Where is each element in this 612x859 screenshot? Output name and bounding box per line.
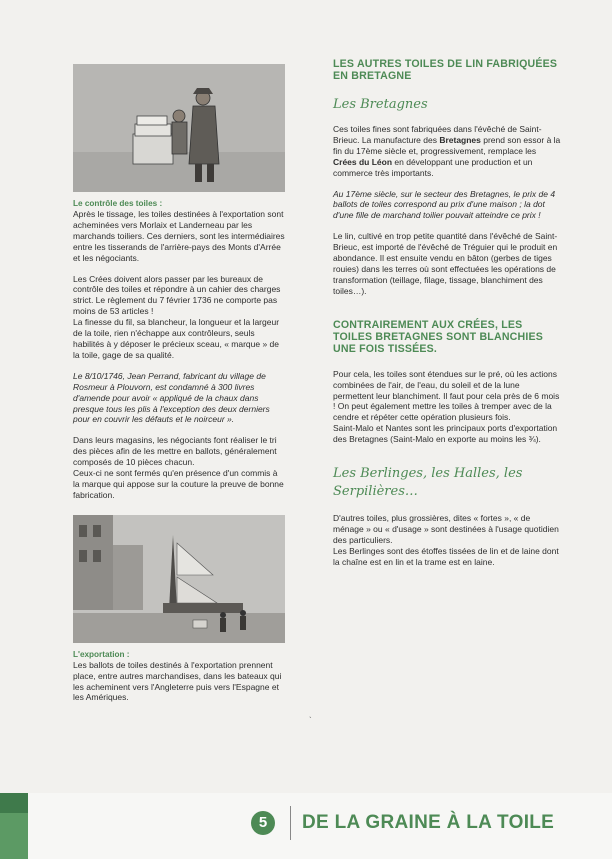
text-span: en développant une production et un commerce très importants.: [333, 156, 533, 178]
heading-other-linens: LES AUTRES TOILES DE LIN FABRIQUÉES EN BRETAGNE: [333, 58, 558, 82]
caption-text-control: Après le tissage, les toiles destinées à l'exportation sont acheminées vers Morlaix et Landerneau par les marchands toiliers. Ces derniers, sont les intermédiaires entre les tisserands de l'arrière-pays des Monts d'Arrée et les négociants.: [73, 209, 285, 263]
weavers-inspection-drawing: [73, 64, 285, 192]
paragraph-magasins: Dans leurs magasins, les négociants font réaliser le tri des pièces afin de les mettre en ballots, généralement composés de 10 pièces chacun.: [73, 435, 277, 468]
footer-green-block: [0, 793, 28, 859]
bold-term-crees: Crées du Léon: [333, 156, 393, 167]
text-span: Ces toiles fines sont fabriquées dans l'évêché de Saint-Brieuc. La manufacture des: [333, 124, 542, 145]
subheading-bretagnes: Les Bretagnes: [333, 97, 428, 112]
paragraph-blanchiment: Pour cela, les toiles sont étendues sur le pré, où les actions combinées de l'air, de l'eau, du soleil et de la lune permettent leur blanchiment. Il faut pour cela près de 6 mois ! On peut également mettre les toiles à tremper avec de la cendre et répéter cette opération plusieurs fois.: [333, 368, 560, 423]
subheading-berlinges: Les Berlinges, les Halles, les Serpilières…: [333, 466, 523, 500]
footer-title: DE LA GRAINE À LA TOILE: [302, 812, 555, 833]
weavers-inspection-illustration: [73, 64, 285, 192]
paragraph-autres-toiles: D'autres toiles, plus grossières, dites « fortes », « de ménage » ou « d'usage » sont destinées à l'usage quotidien des particuliers.: [333, 513, 559, 545]
paragraph-berlinges: Les Berlinges sont des étoffes tissées de lin et de laine dont la chaîne est en lin et la trame est en laine.: [333, 545, 559, 567]
paragraph-bretagnes: [333, 124, 561, 179]
harbor-ships-illustration: [73, 515, 285, 643]
left-column: [73, 64, 285, 703]
stray-mark: `: [309, 716, 312, 725]
caption-title-export: L'exportation :: [73, 649, 130, 659]
paragraph-commis: Ceux-ci ne sont fermés qu'en présence d'un commis à la marque qui appose sur la couture la preuve de bonne fabrication.: [73, 468, 284, 500]
footer-divider: [290, 806, 291, 840]
heading-blanchies: CONTRAIREMENT AUX CRÉES, LES TOILES BRETAGNES SONT BLANCHIES UNE FOIS TISSÉES.: [333, 318, 544, 355]
harbor-ships-drawing: [73, 515, 285, 643]
paragraph-crees: Les Crées doivent alors passer par les bureaux de contrôle des toiles et répondre à un cahier des charges strict. Le règlement du 7 février 1736 ne comporte pas moins de 53 articles !: [73, 273, 281, 317]
paragraph-prix-ballots: Au 17ème siècle, sur le secteur des Bretagnes, le prix de 4 ballots de toiles correspond au prix d'une maison ; la dot d'une fille de marchand toilier pouvait atteindre ce prix !: [333, 188, 556, 221]
caption-title-control: Le contrôle des toiles :: [73, 199, 163, 208]
right-column: [333, 58, 561, 568]
paragraph-ports: Saint-Malo et Nantes sont les principaux ports d'exportation des Bretagnes (Saint-Malo en exporte au moins les ¾).: [333, 423, 558, 445]
bold-term-bretagnes: Bretagnes: [439, 134, 481, 145]
paragraph-perrand: Le 8/10/1746, Jean Perrand, fabricant du village de Rosmeur à Plouvorn, est condamné à 300 livres d'amende pour avoir « appliqué de la chaux dans presque tous les plis à l'exception des deux derniers pour en couvrir les défauts et le noirceur ».: [73, 370, 270, 425]
page-number: 5: [251, 811, 275, 835]
paragraph-finesse: La finesse du fil, sa blancheur, la longueur et la largeur de la toile, rien n'échappe aux contrôleurs, seuls habilités à y déposer le précieux sceau, « marque » de la toile, gage de sa qualité.: [73, 317, 280, 360]
paragraph-lin-cultive: Le lin, cultivé en trop petite quantité dans l'évêché de Saint-Brieuc, est importé de l'évêché de Tréguier qui le produit en abondance. Il est ensuite vendu en bâton (gerbes de tiges rouies) dans les terres où sont effectuées les opérations de transformation (teillage, filage, tissage, blanchiment des toiles…).: [333, 231, 558, 296]
text-span: prend son essor à la fin du 17ème siècle et, progressivement, remplace les: [333, 134, 561, 156]
caption-text-export: Les ballots de toiles destinés à l'exportation prennent place, entre autres marchandises, dans les bateaux qui les acheminent vers l'Angleterre puis vers l'Espagne et les Amériques.: [73, 659, 282, 703]
